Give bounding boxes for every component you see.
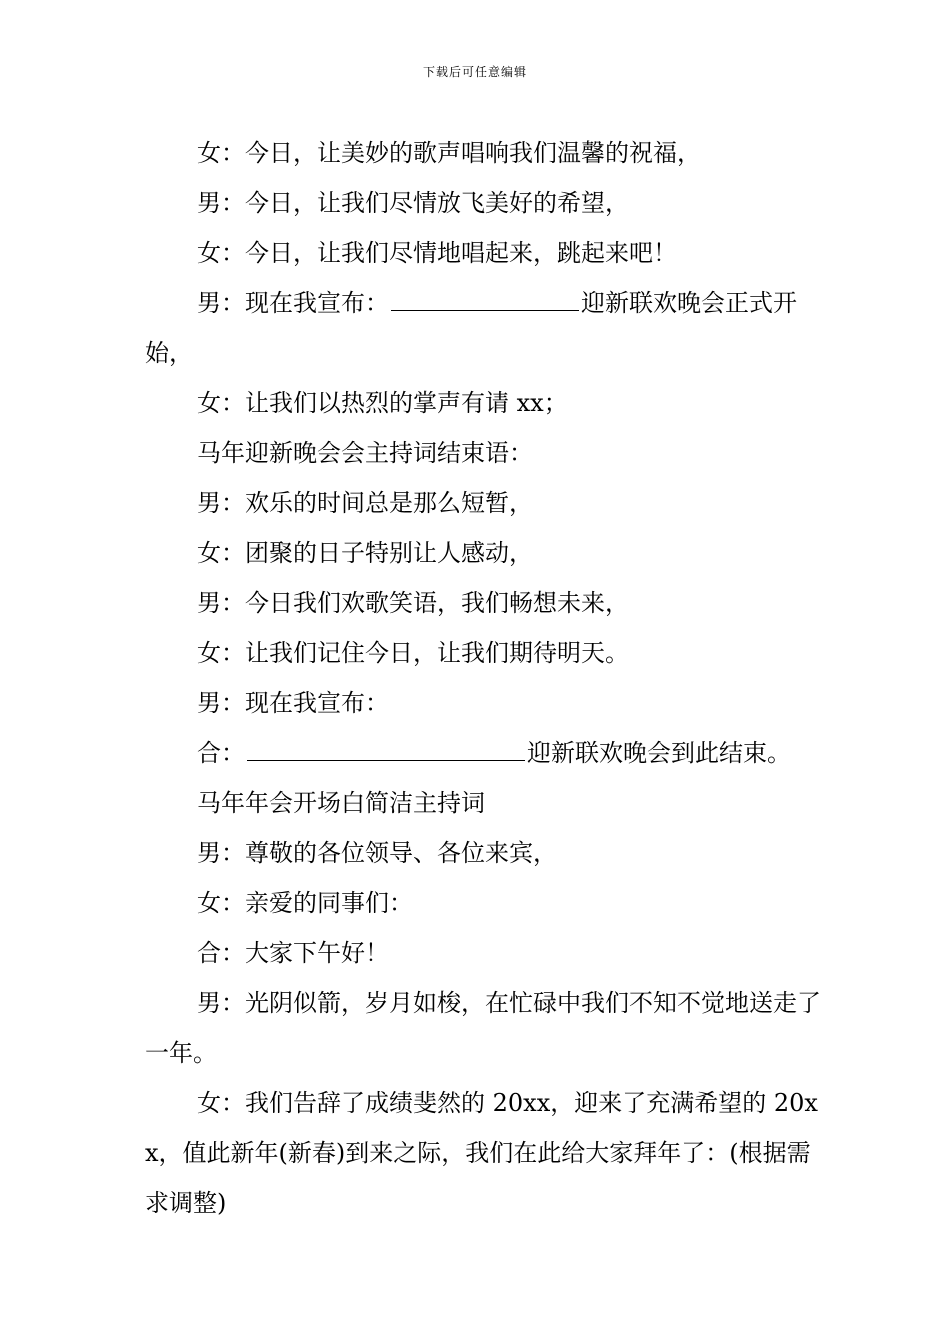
paragraph: 女：今日，让美妙的歌声唱响我们温馨的祝福， bbox=[197, 139, 701, 167]
paragraph-text-before: 合： bbox=[197, 739, 245, 767]
page-header: 下载后可任意编辑 bbox=[422, 65, 527, 79]
paragraph: 女：亲爱的同事们： bbox=[197, 889, 413, 917]
paragraph: 男：尊敬的各位领导、各位来宾， bbox=[197, 839, 557, 867]
paragraph: 男：欢乐的时间总是那么短暂， bbox=[197, 489, 533, 517]
paragraph: 男：今日我们欢歌笑语，我们畅想未来， bbox=[197, 589, 629, 617]
paragraph: 女：团聚的日子特别让人感动， bbox=[197, 539, 533, 567]
paragraph: 男：现在我宣布： bbox=[197, 689, 389, 717]
paragraph-text-before: 男：现在我宣布： bbox=[197, 289, 389, 317]
section-heading: 马年年会开场白简洁主持词 bbox=[197, 789, 485, 817]
paragraph: 女：我们告辞了成绩斐然的 20xx，迎来了充满希望的 20xx，值此新年(新春)到来之际，我们在此给大家拜年了：(根据需求调整) bbox=[145, 1089, 818, 1217]
paragraph: 男：光阴似箭，岁月如梭，在忙碌中我们不知不觉地送走了一年。 bbox=[145, 989, 821, 1067]
section-heading: 马年迎新晚会会主持词结束语： bbox=[197, 439, 533, 467]
paragraph-with-blank bbox=[145, 278, 825, 378]
paragraph: 女：今日，让我们尽情地唱起来，跳起来吧！ bbox=[197, 239, 677, 267]
fill-in-blank bbox=[391, 292, 579, 311]
paragraph: 合：大家下午好！ bbox=[197, 939, 389, 967]
paragraph-with-blank bbox=[145, 728, 825, 778]
paragraph: 女：让我们记住今日，让我们期待明天。 bbox=[197, 639, 629, 667]
paragraph-text-after: 迎新联欢晚会正式开始， bbox=[145, 289, 797, 367]
paragraph-text-after: 迎新联欢晚会到此结束。 bbox=[527, 739, 791, 767]
document-body bbox=[145, 128, 825, 1228]
paragraph: 男：今日，让我们尽情放飞美好的希望， bbox=[197, 189, 629, 217]
fill-in-blank bbox=[247, 742, 525, 761]
paragraph: 女：让我们以热烈的掌声有请 xx； bbox=[197, 389, 568, 417]
